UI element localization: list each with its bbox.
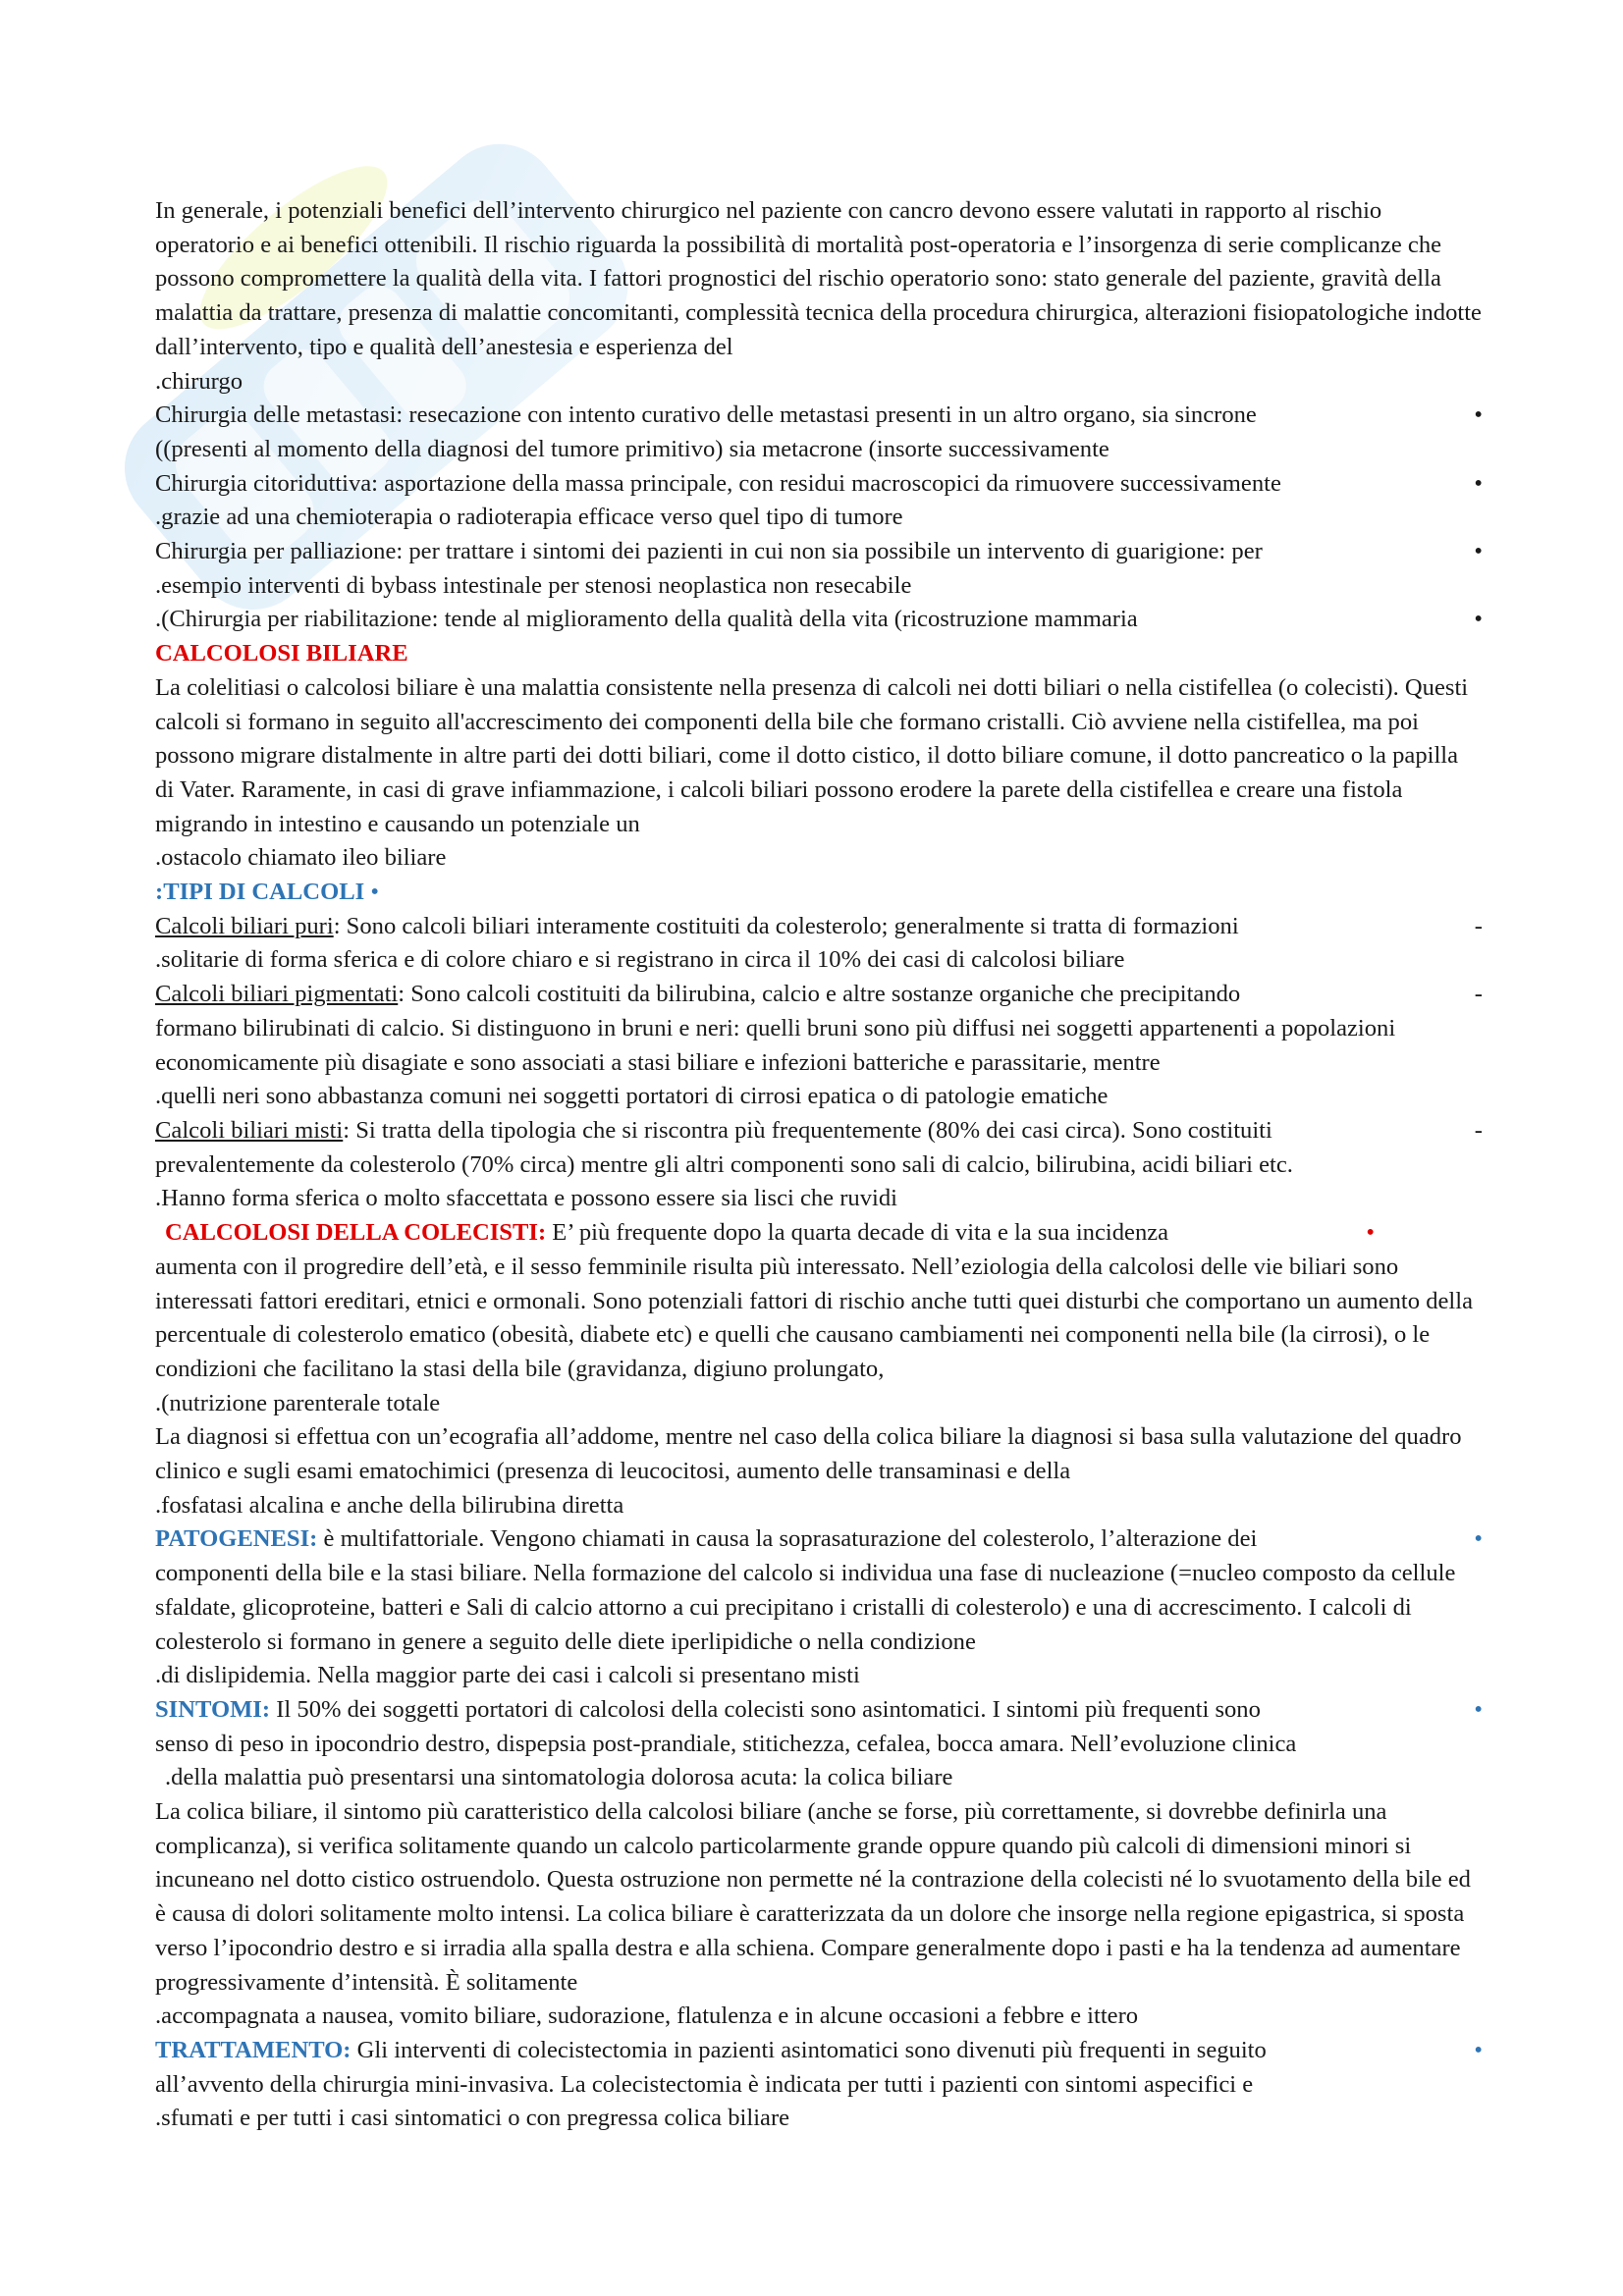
trattamento-paragraph-end: .sfumati e per tutti i casi sintomatici o con pregressa colica biliare — [155, 2105, 790, 2132]
list-item — [155, 910, 1483, 944]
list-item-cont: ((presenti al momento della diagnosi del tumore primitivo) sia metacrone (insorte successivamente — [155, 435, 1109, 462]
bullet-icon: • — [1474, 469, 1483, 497]
patogenesi-paragraph: componenti della bile e la stasi biliare. Nella formazione del calcolo si individua una fase di nucleazione (=nucleo composto da cellule sfaldate, glicoproteine, batteri e Sali di calcio attorno a cui precipitano i cristalli di colesterolo) e una di accrescimento. I calcoli di colesterolo si formano in genere a seguito delle diete iperlipidiche o nella condizione — [155, 1560, 1456, 1655]
trattamento-paragraph: all’avvento della chirurgia mini-invasiva. La colecistectomia è indicata per tutti i pazienti con sintomi aspecifici e — [155, 2070, 1254, 2098]
list-item — [155, 535, 1483, 569]
colica-paragraph-end: .accompagnata a nausea, vomito biliare, sudorazione, flatulenza e in alcune occasioni a febbre e ittero — [155, 2002, 1139, 2030]
list-item-text: Chirurgia citoriduttiva: asportazione della massa principale, con residui macroscopici da rimuovere successivamente — [155, 469, 1281, 497]
tipi-cont: formano bilirubinati di calcio. Si distinguono in bruni e neri: quelli bruni sono più diffusi nei soggetti appartenenti a popolazioni economicamente più disagiate e sono associati a stasi biliare e infezioni batteriche e parassitarie, mentre — [155, 1014, 1396, 1076]
list-item-text: .(Chirurgia per riabilitazione: tende al miglioramento della qualità della vita (ricostruzione mammaria — [155, 606, 1138, 633]
list-item — [155, 978, 1483, 1012]
tipi-label: Calcoli biliari misti — [155, 1116, 344, 1144]
patogenesi-line — [155, 1522, 1483, 1557]
list-item — [155, 399, 1483, 433]
calcolosi-paragraph-end: .ostacolo chiamato ileo biliare — [155, 844, 447, 872]
tipi-text: : Sono calcoli costituiti da bilirubina, calcio e altre sostanze organiche che precipitando — [398, 981, 1241, 1008]
bullet-icon: • — [1366, 1219, 1375, 1247]
colecisti-text: E’ più frequente dopo la quarta decade di vita e la sua incidenza — [546, 1219, 1169, 1247]
tipi-label: Calcoli biliari puri — [155, 912, 334, 939]
surgery-list — [155, 399, 1483, 637]
tipi-cont: .quelli neri sono abbastanza comuni nei soggetti portatori di cirrosi epatica o di patologie ematiche — [155, 1083, 1109, 1110]
patogenesi-text: è multifattoriale. Vengono chiamati in causa la soprasaturazione del colesterolo, l’alterazione dei — [317, 1525, 1258, 1553]
sintomi-line — [155, 1693, 1483, 1728]
bullet-icon: • — [1474, 1695, 1483, 1723]
diagnosi-paragraph: La diagnosi si effettua con un’ecografia all’addome, mentre nel caso della colica biliare la diagnosi si basa sulla valutazione del quadro clinico e sugli esami ematochimici (presenza di leucocitosi, aumento delle transaminasi e della — [155, 1423, 1462, 1485]
sintomi-text: Il 50% dei soggetti portatori di calcolosi della colecisti sono asintomatici. I sintomi più frequenti sono — [270, 1695, 1261, 1723]
tipi-label: Calcoli biliari pigmentati — [155, 981, 399, 1008]
tipi-cont: .Hanno forma sferica o molto sfaccettata e possono essere sia lisci che ruvidi — [155, 1185, 897, 1212]
diagnosi-paragraph-end: .fosfatasi alcalina e anche della bilirubina diretta — [155, 1491, 624, 1519]
colecisti-paragraph-end: .(nutrizione parenterale totale — [155, 1389, 441, 1416]
list-item — [155, 467, 1483, 502]
tipi-cont: .solitarie di forma sferica e di colore chiaro e si registrano in circa il 10% dei casi di calcolosi biliare — [155, 946, 1125, 974]
tipi-heading-text: :TIPI DI CALCOLI — [155, 879, 365, 906]
sintomi-paragraph: senso di peso in ipocondrio destro, dispepsia post-prandiale, stitichezza, cefalea, bocca amara. Nell’evoluzione clinica — [155, 1730, 1297, 1757]
colecisti-paragraph: aumenta con il progredire dell’età, e il sesso femminile risulta più interessato. Nell’eziologia della calcolosi delle vie biliari sono interessati fattori ereditari, etnici e ormonali. Sono potenziali fattori di rischio anche tutti quei disturbi che comportano un aumento della percentuale di colesterolo ematico (obesità, diabete etc) e quelli che causano cambiamenti nei componenti nella bile (la cirrosi), o le condizioni che facilitano la stasi della bile (gravidanza, digiuno prolungato, — [155, 1253, 1474, 1382]
trattamento-text: Gli interventi di colecistectomia in pazienti asintomatici sono divenuti più frequenti in seguito — [351, 2036, 1267, 2063]
document-page — [155, 194, 1483, 2136]
bullet-icon: • — [1474, 401, 1483, 429]
list-item — [155, 1114, 1483, 1148]
calcolosi-paragraph: La colelitiasi o calcolosi biliare è una malattia consistente nella presenza di calcoli nei dotti biliari o nella cistifellea (o colecisti). Questi calcoli si formano in seguito all'accrescimento dei componenti della bile che formano cristalli. Ciò avviene nella cistifellea, ma poi possono migrare distalmente in altre parti dei dotti biliari, come il dotto cistico, il dotto biliare comune, il dotto pancreatico o la papilla di Vater. Raramente, in casi di grave infiammazione, i calcoli biliari possono erodere la parete della cistifellea e creare una fistola migrando in intestino e causando un potenziale un — [155, 673, 1469, 837]
bullet-icon: • — [1474, 538, 1483, 565]
bullet-icon: • — [370, 879, 379, 906]
list-item-text: Chirurgia delle metastasi: resecazione con intento curativo delle metastasi presenti in un altro organo, sia sincrone — [155, 401, 1257, 429]
colecisti-line — [155, 1216, 1483, 1251]
list-item-text: Chirurgia per palliazione: per trattare i sintomi dei pazienti in cui non sia possibile un intervento di guarigione: per — [155, 538, 1263, 565]
section-heading-trattamento: TRATTAMENTO: — [155, 2036, 352, 2063]
bullet-icon: • — [1474, 2036, 1483, 2063]
tipi-cont: prevalentemente da colesterolo (70% circa) mentre gli altri componenti sono sali di calcio, bilirubina, acidi biliari etc. — [155, 1150, 1293, 1178]
section-heading-calcolosi: CALCOLOSI BILIARE — [155, 640, 408, 667]
tipi-heading — [155, 876, 1483, 910]
section-heading-colecisti: CALCOLOSI DELLA COLECISTI: — [165, 1219, 547, 1247]
list-item — [155, 603, 1483, 637]
section-heading-patogenesi: PATOGENESI: — [155, 1525, 318, 1553]
section-heading-sintomi: SINTOMI: — [155, 1695, 271, 1723]
intro-paragraph: In generale, i potenziali benefici dell’intervento chirurgico nel paziente con cancro devono essere valutati in rapporto al rischio operatorio e ai benefici ottenibili. Il rischio riguarda la possibilità di mortalità post-operatoria e l’insorgenza di serie complicanze che possono compromettere la qualità della vita. I fattori prognostici del rischio operatorio sono: stato generale del paziente, gravità della malattia da trattare, presenza di malattie concomitanti, complessità tecnica della procedura chirurgica, alterazioni fisiopatologiche indotte dall’intervento, tipo e qualità dell’anestesia e esperienza del — [155, 197, 1482, 360]
tipi-text: : Sono calcoli biliari interamente costituiti da colesterolo; generalmente si tratta di formazioni — [333, 912, 1239, 939]
bullet-icon: • — [1474, 606, 1483, 633]
intro-paragraph-end: .chirurgo — [155, 367, 243, 395]
dash-icon: - — [1474, 1116, 1483, 1144]
colica-paragraph: La colica biliare, il sintomo più caratteristico della calcolosi biliare (anche se forse, più correttamente, si dovrebbe definirla una complicanza), si verifica solitamente quando un calcolo particolarmente grande oppure quando più calcoli di dimensioni minori si incuneano nel dotto cistico ostruendolo. Questa ostruzione non permette né la contrazione della colecisti né lo svuotamento della bile ed è causa di dolori solitamente molto intensi. La colica biliare è caratterizzata da un dolore che insorge nella regione epigastrica, si sposta verso l’ipocondrio destro e si irradia alla spalla destra e alla schiena. Compare generalmente dopo i pasti e ha la tendenza ad aumentare progressivamente d’intensità. È solitamente — [155, 1798, 1471, 1996]
sintomi-paragraph-end: .della malattia può presentarsi una sintomatologia dolorosa acuta: la colica biliare — [165, 1764, 953, 1791]
list-item-cont: .esempio interventi di bybass intestinale per stenosi neoplastica non resecabile — [155, 571, 912, 599]
trattamento-line — [155, 2034, 1483, 2068]
dash-icon: - — [1474, 912, 1483, 939]
bullet-icon: • — [1474, 1525, 1483, 1553]
list-item-cont: .grazie ad una chemioterapia o radioterapia efficace verso quel tipo di tumore — [155, 504, 903, 531]
tipi-text: : Si tratta della tipologia che si riscontra più frequentemente (80% dei casi circa). Sono costituiti — [343, 1116, 1272, 1144]
dash-icon: - — [1474, 981, 1483, 1008]
patogenesi-paragraph-end: .di dislipidemia. Nella maggior parte dei casi i calcoli si presentano misti — [155, 1662, 860, 1689]
